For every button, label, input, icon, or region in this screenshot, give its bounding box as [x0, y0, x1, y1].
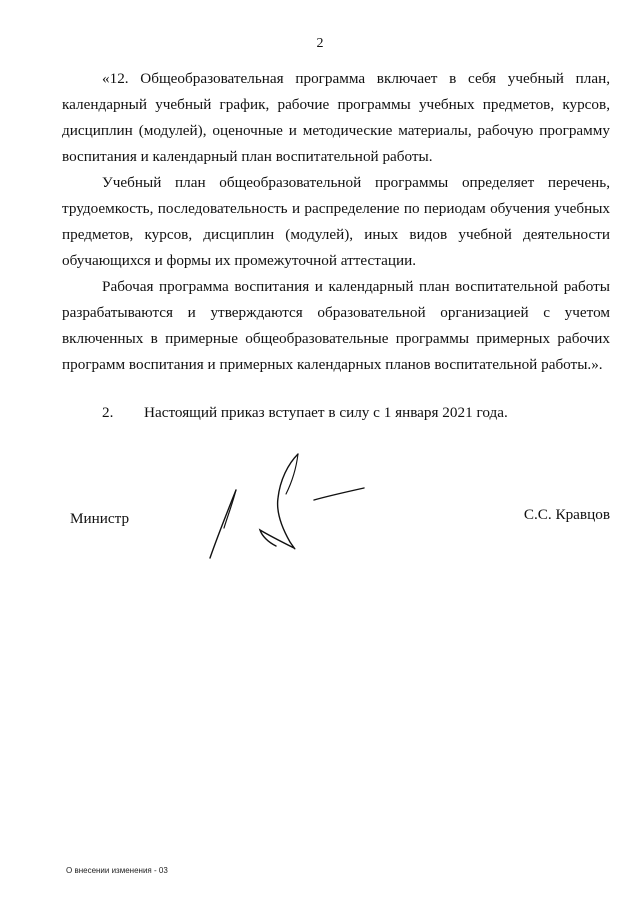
page-number: 2 — [316, 36, 324, 51]
item-text: Настоящий приказ вступает в силу с 1 января 2021 года. — [144, 404, 508, 421]
item-number: 2. — [102, 404, 114, 421]
paragraph-upbringing-program: Рабочая программа воспитания и календарный план воспитательной работы разрабатываются и утверждаются образовательной организацией с учетом включенных в примерные общеобразовательные программы примерных рабочих программ воспитания и примерных календарных планов воспитательной работы.». — [62, 278, 610, 373]
footer-doc-reference: О внесении изменения - 03 — [66, 866, 168, 875]
signatory-title: Министр — [70, 510, 130, 527]
signatory-name: С.С. Кравцов — [523, 506, 610, 523]
paragraph-item-2 — [62, 400, 610, 426]
signature-block — [0, 506, 640, 570]
paragraph-item-12: «12. Общеобразовательная программа включает в себя учебный план, календарный учебный график, рабочие программы учебных предметов, курсов, дисциплин (модулей), оценочные и методические материалы, рабочую программу воспитания и календарный план воспитательной работы. — [62, 70, 610, 165]
paragraph-curriculum: Учебный план общеобразовательной программы определяет перечень, трудоемкость, последовательность и распределение по периодам обучения учебных предметов, курсов, дисциплин (модулей), иных видов учебной деятельности обучающихся и формы их промежуточной аттестации. — [62, 174, 610, 269]
